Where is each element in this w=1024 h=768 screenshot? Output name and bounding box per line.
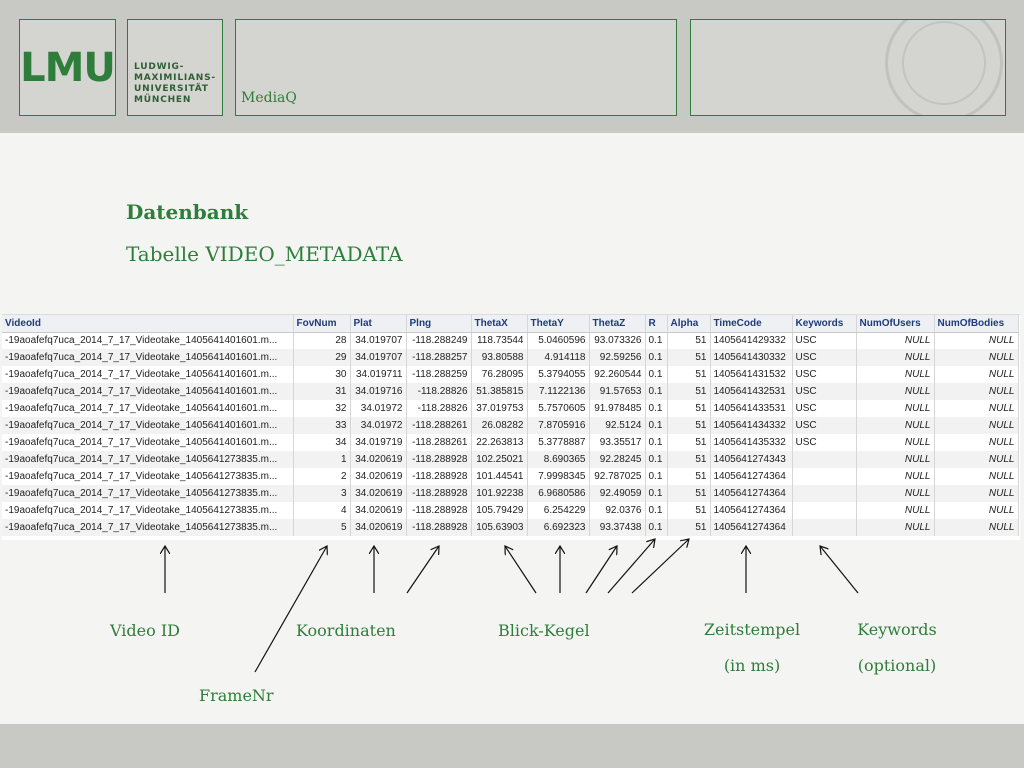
table-cell: -118.288928 xyxy=(406,519,471,536)
table-cell: 0.1 xyxy=(645,451,667,468)
table-cell: 1405641433531 xyxy=(710,400,792,417)
university-seal-icon xyxy=(885,19,1003,116)
table-cell: 1405641430332 xyxy=(710,349,792,366)
table-cell: USC xyxy=(792,366,856,383)
table-cell: 51 xyxy=(667,400,710,417)
table-cell: 93.35517 xyxy=(589,434,645,451)
column-header[interactable]: TimeCode xyxy=(710,315,792,332)
table-cell: -118.288261 xyxy=(406,417,471,434)
table-cell: NULL xyxy=(934,502,1018,519)
table-cell: 51 xyxy=(667,417,710,434)
table-cell: 1405641274364 xyxy=(710,502,792,519)
table-row[interactable] xyxy=(2,332,1018,349)
table-cell: 1405641429332 xyxy=(710,332,792,349)
table-cell: 34.019719 xyxy=(350,434,406,451)
table-cell: NULL xyxy=(856,451,934,468)
column-header[interactable]: R xyxy=(645,315,667,332)
table-cell: -19aoafefq7uca_2014_7_17_Videotake_1405641401601.m... xyxy=(2,400,293,417)
table-cell: NULL xyxy=(934,400,1018,417)
table-cell: USC xyxy=(792,349,856,366)
table-cell: 0.1 xyxy=(645,468,667,485)
table-row[interactable] xyxy=(2,349,1018,366)
table-cell: NULL xyxy=(856,400,934,417)
table-cell: 92.49059 xyxy=(589,485,645,502)
table-cell: 5.3794055 xyxy=(527,366,589,383)
table-cell: NULL xyxy=(856,366,934,383)
table-cell: 93.073326 xyxy=(589,332,645,349)
table-cell: 93.37438 xyxy=(589,519,645,536)
table-cell: 4.914118 xyxy=(527,349,589,366)
table-row[interactable] xyxy=(2,468,1018,485)
table-cell: 92.787025 xyxy=(589,468,645,485)
table-cell: NULL xyxy=(856,383,934,400)
table-cell: NULL xyxy=(934,519,1018,536)
table-cell: -19aoafefq7uca_2014_7_17_Videotake_1405641273835.m... xyxy=(2,519,293,536)
project-label: MediaQ xyxy=(241,90,297,106)
column-header[interactable]: NumOfUsers xyxy=(856,315,934,332)
arrow-theta-x xyxy=(505,546,536,593)
table-cell xyxy=(792,451,856,468)
table-cell: NULL xyxy=(934,349,1018,366)
project-title-box xyxy=(235,19,677,116)
table-cell: 51 xyxy=(667,434,710,451)
table-cell: 7.9998345 xyxy=(527,468,589,485)
label-keywords-line1: Keywords xyxy=(857,620,937,639)
table-cell: 29 xyxy=(293,349,350,366)
table-cell: USC xyxy=(792,400,856,417)
table-cell: 0.1 xyxy=(645,502,667,519)
table-cell: 34.020619 xyxy=(350,502,406,519)
table-cell: NULL xyxy=(934,468,1018,485)
table-body xyxy=(2,332,1018,536)
video-metadata-table xyxy=(2,315,1019,536)
table-cell: 51 xyxy=(667,468,710,485)
table-cell: 5.7570605 xyxy=(527,400,589,417)
column-header[interactable]: Alpha xyxy=(667,315,710,332)
table-cell: 2 xyxy=(293,468,350,485)
table-row[interactable] xyxy=(2,451,1018,468)
column-header[interactable]: FovNum xyxy=(293,315,350,332)
table-cell: 6.9680586 xyxy=(527,485,589,502)
table-cell: -19aoafefq7uca_2014_7_17_Videotake_1405641273835.m... xyxy=(2,502,293,519)
table-cell: NULL xyxy=(934,451,1018,468)
table-cell: -118.288928 xyxy=(406,485,471,502)
table-cell: -19aoafefq7uca_2014_7_17_Videotake_1405641273835.m... xyxy=(2,468,293,485)
table-cell: USC xyxy=(792,383,856,400)
header-band xyxy=(0,0,1024,133)
table-cell: 92.260544 xyxy=(589,366,645,383)
table-cell: -118.288928 xyxy=(406,468,471,485)
table-cell: 1 xyxy=(293,451,350,468)
label-koordinaten: Koordinaten xyxy=(296,621,396,640)
table-cell: 28 xyxy=(293,332,350,349)
table-row[interactable] xyxy=(2,417,1018,434)
arrow-keywords xyxy=(820,546,858,593)
label-keywords-line2: (optional) xyxy=(857,656,937,675)
table-cell: 7.1122136 xyxy=(527,383,589,400)
table-cell: NULL xyxy=(856,468,934,485)
table-cell: -118.288259 xyxy=(406,366,471,383)
table-cell: 22.263813 xyxy=(471,434,527,451)
column-header[interactable]: VideoId xyxy=(2,315,293,332)
table-cell: 51 xyxy=(667,451,710,468)
table-cell: -118.288249 xyxy=(406,332,471,349)
table-cell: 91.57653 xyxy=(589,383,645,400)
table-cell: NULL xyxy=(934,366,1018,383)
table-cell: NULL xyxy=(934,383,1018,400)
table-cell: 5.0460596 xyxy=(527,332,589,349)
label-keywords xyxy=(852,612,942,684)
table-cell: 34.020619 xyxy=(350,451,406,468)
table-cell: 34.020619 xyxy=(350,519,406,536)
table-cell: 34.019707 xyxy=(350,332,406,349)
table-cell: 26.08282 xyxy=(471,417,527,434)
table-cell: NULL xyxy=(856,502,934,519)
table-cell xyxy=(792,502,856,519)
table-cell: -118.28826 xyxy=(406,400,471,417)
university-name-line: MÜNCHEN xyxy=(134,95,192,105)
table-row[interactable] xyxy=(2,485,1018,502)
column-header[interactable]: Keywords xyxy=(792,315,856,332)
table-cell: 1405641432531 xyxy=(710,383,792,400)
table-cell: -19aoafefq7uca_2014_7_17_Videotake_1405641401601.m... xyxy=(2,366,293,383)
table-cell: 5.3778887 xyxy=(527,434,589,451)
table-cell: 51 xyxy=(667,519,710,536)
table-cell xyxy=(792,468,856,485)
table-cell: 0.1 xyxy=(645,519,667,536)
table-cell: NULL xyxy=(856,519,934,536)
label-zeitstempel xyxy=(700,612,804,684)
table-cell: 32 xyxy=(293,400,350,417)
table-cell: 0.1 xyxy=(645,349,667,366)
table-cell: 51 xyxy=(667,485,710,502)
table-cell: -19aoafefq7uca_2014_7_17_Videotake_1405641401601.m... xyxy=(2,349,293,366)
table-cell: -19aoafefq7uca_2014_7_17_Videotake_1405641273835.m... xyxy=(2,485,293,502)
table-cell: 34 xyxy=(293,434,350,451)
arrow-frame-nr xyxy=(255,546,327,672)
seal-box xyxy=(690,19,1006,116)
table-cell: 105.63903 xyxy=(471,519,527,536)
table-cell: -118.28826 xyxy=(406,383,471,400)
table-cell: 1405641274343 xyxy=(710,451,792,468)
table-cell: 0.1 xyxy=(645,400,667,417)
column-header[interactable]: Plat xyxy=(350,315,406,332)
table-cell: -118.288928 xyxy=(406,451,471,468)
table-cell: 5 xyxy=(293,519,350,536)
table-cell: NULL xyxy=(934,485,1018,502)
university-name-line: UNIVERSITÄT xyxy=(134,84,209,94)
table-cell: -19aoafefq7uca_2014_7_17_Videotake_1405641273835.m... xyxy=(2,451,293,468)
table-cell: 34.019711 xyxy=(350,366,406,383)
column-header[interactable]: ThetaY xyxy=(527,315,589,332)
arrow-plng xyxy=(407,546,439,593)
table-header-row xyxy=(2,315,1018,332)
table-cell: 1405641274364 xyxy=(710,519,792,536)
table-cell: -19aoafefq7uca_2014_7_17_Videotake_1405641401601.m... xyxy=(2,417,293,434)
table-cell: 0.1 xyxy=(645,485,667,502)
table-cell: -19aoafefq7uca_2014_7_17_Videotake_1405641401601.m... xyxy=(2,332,293,349)
table-cell: 34.019716 xyxy=(350,383,406,400)
table-cell: 1405641434332 xyxy=(710,417,792,434)
table-cell: 31 xyxy=(293,383,350,400)
table-cell: 34.01972 xyxy=(350,400,406,417)
table-cell: NULL xyxy=(934,332,1018,349)
slide-heading: Datenbank xyxy=(126,200,249,224)
metadata-table-container xyxy=(2,314,1020,540)
table-cell: NULL xyxy=(856,349,934,366)
university-name-line: LUDWIG- xyxy=(134,62,185,72)
table-cell: 33 xyxy=(293,417,350,434)
table-cell: 0.1 xyxy=(645,366,667,383)
table-cell: 6.692323 xyxy=(527,519,589,536)
university-name-box xyxy=(127,19,223,116)
column-header[interactable]: ThetaX xyxy=(471,315,527,332)
table-row[interactable] xyxy=(2,400,1018,417)
table-cell: 0.1 xyxy=(645,332,667,349)
table-cell: 51 xyxy=(667,502,710,519)
table-cell: 6.254229 xyxy=(527,502,589,519)
label-frame-nr: FrameNr xyxy=(199,686,274,705)
arrow-theta-z xyxy=(586,546,617,593)
column-header[interactable]: Plng xyxy=(406,315,471,332)
table-cell: -19aoafefq7uca_2014_7_17_Videotake_1405641401601.m... xyxy=(2,434,293,451)
table-cell: NULL xyxy=(934,434,1018,451)
table-cell: 102.25021 xyxy=(471,451,527,468)
arrow-r xyxy=(608,539,655,593)
table-cell: 51 xyxy=(667,366,710,383)
label-zeitstempel-line2: (in ms) xyxy=(723,656,781,675)
column-header[interactable]: NumOfBodies xyxy=(934,315,1018,332)
table-row[interactable] xyxy=(2,502,1018,519)
university-name-line: MAXIMILIANS- xyxy=(134,73,216,83)
table-row[interactable] xyxy=(2,434,1018,451)
table-cell: NULL xyxy=(856,332,934,349)
table-cell xyxy=(792,485,856,502)
table-cell: 92.5124 xyxy=(589,417,645,434)
table-cell: NULL xyxy=(934,417,1018,434)
table-cell: 51 xyxy=(667,332,710,349)
table-cell: 0.1 xyxy=(645,417,667,434)
table-cell: 30 xyxy=(293,366,350,383)
table-cell: 91.978485 xyxy=(589,400,645,417)
label-video-id: Video ID xyxy=(110,621,180,640)
table-cell: 76.28095 xyxy=(471,366,527,383)
table-cell: 37.019753 xyxy=(471,400,527,417)
table-cell: 101.92238 xyxy=(471,485,527,502)
table-cell: 92.28245 xyxy=(589,451,645,468)
table-cell: 101.44541 xyxy=(471,468,527,485)
table-cell: -118.288257 xyxy=(406,349,471,366)
table-cell: 34.020619 xyxy=(350,468,406,485)
table-cell: 1405641435332 xyxy=(710,434,792,451)
table-cell: USC xyxy=(792,417,856,434)
table-cell: 8.690365 xyxy=(527,451,589,468)
table-cell: NULL xyxy=(856,417,934,434)
table-cell: 118.73544 xyxy=(471,332,527,349)
table-cell: USC xyxy=(792,434,856,451)
label-blick-kegel: Blick-Kegel xyxy=(498,621,590,640)
table-cell: 51.385815 xyxy=(471,383,527,400)
table-cell: 3 xyxy=(293,485,350,502)
table-cell: 0.1 xyxy=(645,434,667,451)
table-cell: 1405641431532 xyxy=(710,366,792,383)
lmu-logo-text: LMU xyxy=(20,44,115,91)
table-row[interactable] xyxy=(2,366,1018,383)
table-cell: 51 xyxy=(667,383,710,400)
table-cell: -19aoafefq7uca_2014_7_17_Videotake_1405641401601.m... xyxy=(2,383,293,400)
table-cell: USC xyxy=(792,332,856,349)
table-cell: -118.288261 xyxy=(406,434,471,451)
slide-subheading: Tabelle VIDEO_METADATA xyxy=(126,242,403,266)
table-cell: 105.79429 xyxy=(471,502,527,519)
table-cell: 4 xyxy=(293,502,350,519)
table-cell: 34.01972 xyxy=(350,417,406,434)
table-cell xyxy=(792,519,856,536)
table-cell: 92.0376 xyxy=(589,502,645,519)
table-cell: 51 xyxy=(667,349,710,366)
table-row[interactable] xyxy=(2,519,1018,536)
table-cell: 34.020619 xyxy=(350,485,406,502)
arrow-alpha xyxy=(632,539,689,593)
label-zeitstempel-line1: Zeitstempel xyxy=(703,620,801,639)
table-cell: 93.80588 xyxy=(471,349,527,366)
table-cell: 92.59256 xyxy=(589,349,645,366)
table-row[interactable] xyxy=(2,383,1018,400)
table-cell: -118.288928 xyxy=(406,502,471,519)
table-cell: NULL xyxy=(856,485,934,502)
footer-band xyxy=(0,724,1024,768)
table-cell: 34.019707 xyxy=(350,349,406,366)
column-header[interactable]: ThetaZ xyxy=(589,315,645,332)
table-cell: 7.8705916 xyxy=(527,417,589,434)
table-cell: 1405641274364 xyxy=(710,485,792,502)
table-cell: 0.1 xyxy=(645,383,667,400)
table-cell: 1405641274364 xyxy=(710,468,792,485)
lmu-logo xyxy=(19,19,116,116)
table-cell: NULL xyxy=(856,434,934,451)
